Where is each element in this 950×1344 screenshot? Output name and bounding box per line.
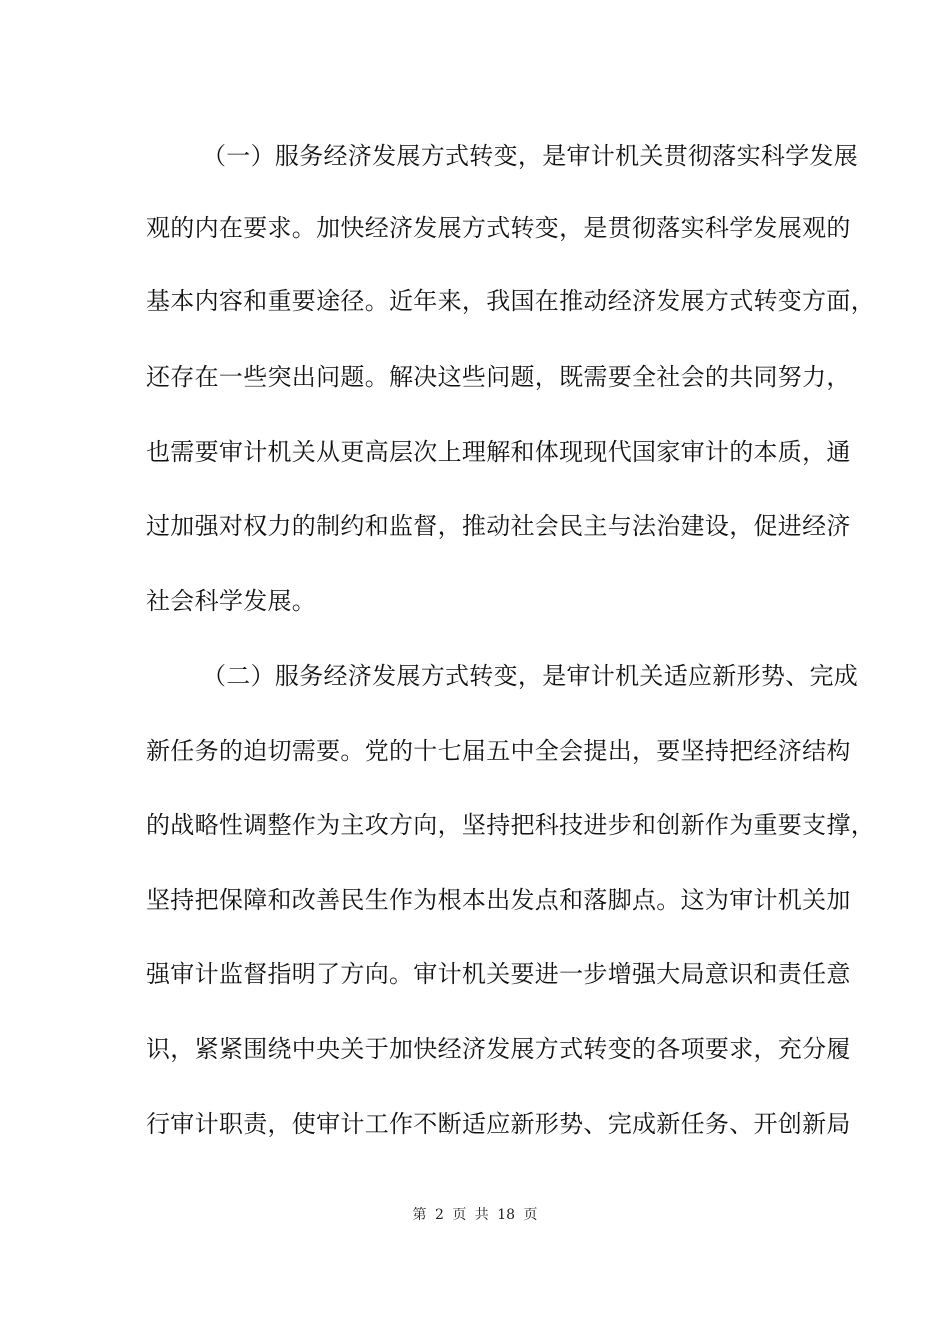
paragraph-1-line-2: 观的内在要求。加快经济发展方式转变，是贯彻落实科学发展观的	[146, 214, 851, 242]
footer-prefix: 第	[412, 1207, 427, 1223]
paragraph-2-line-1: （二）服务经济发展方式转变，是审计机关适应新形势、完成	[202, 662, 859, 690]
paragraph-2-line-2: 新任务的迫切需要。党的十七届五中全会提出，要坚持把经济结构	[146, 737, 851, 765]
page-footer	[0, 1205, 950, 1225]
paragraph-2-line-4: 坚持把保障和改善民生作为根本出发点和落脚点。这为审计机关加	[146, 886, 851, 914]
footer-page-word: 页	[452, 1207, 467, 1223]
current-page-number: 2	[434, 1207, 444, 1223]
paragraph-1-line-7: 社会科学发展。	[146, 587, 317, 615]
total-page-count: 18	[497, 1207, 516, 1223]
paragraph-1-line-1: （一）服务经济发展方式转变，是审计机关贯彻落实科学发展	[202, 142, 859, 170]
footer-total-word: 共	[474, 1207, 489, 1223]
paragraph-2-line-6: 识，紧紧围绕中央关于加快经济发展方式转变的各项要求，充分履	[146, 1035, 851, 1063]
paragraph-2-line-3: 的战略性调整作为主攻方向，坚持把科技进步和创新作为重要支撑，	[146, 811, 875, 839]
paragraph-2-line-7: 行审计职责，使审计工作不断适应新形势、完成新任务、开创新局	[146, 1110, 851, 1138]
paragraph-1-line-5: 也需要审计机关从更高层次上理解和体现现代国家审计的本质，通	[146, 438, 851, 466]
paragraph-1-line-3: 基本内容和重要途径。近年来，我国在推动经济发展方式转变方面，	[146, 287, 875, 315]
paragraph-1-line-4: 还存在一些突出问题。解决这些问题，既需要全社会的共同努力，	[146, 363, 851, 391]
paragraph-1-line-6: 过加强对权力的制约和监督，推动社会民主与法治建设，促进经济	[146, 512, 851, 540]
footer-suffix: 页	[523, 1207, 538, 1223]
paragraph-2-line-5: 强审计监督指明了方向。审计机关要进一步增强大局意识和责任意	[146, 960, 851, 988]
